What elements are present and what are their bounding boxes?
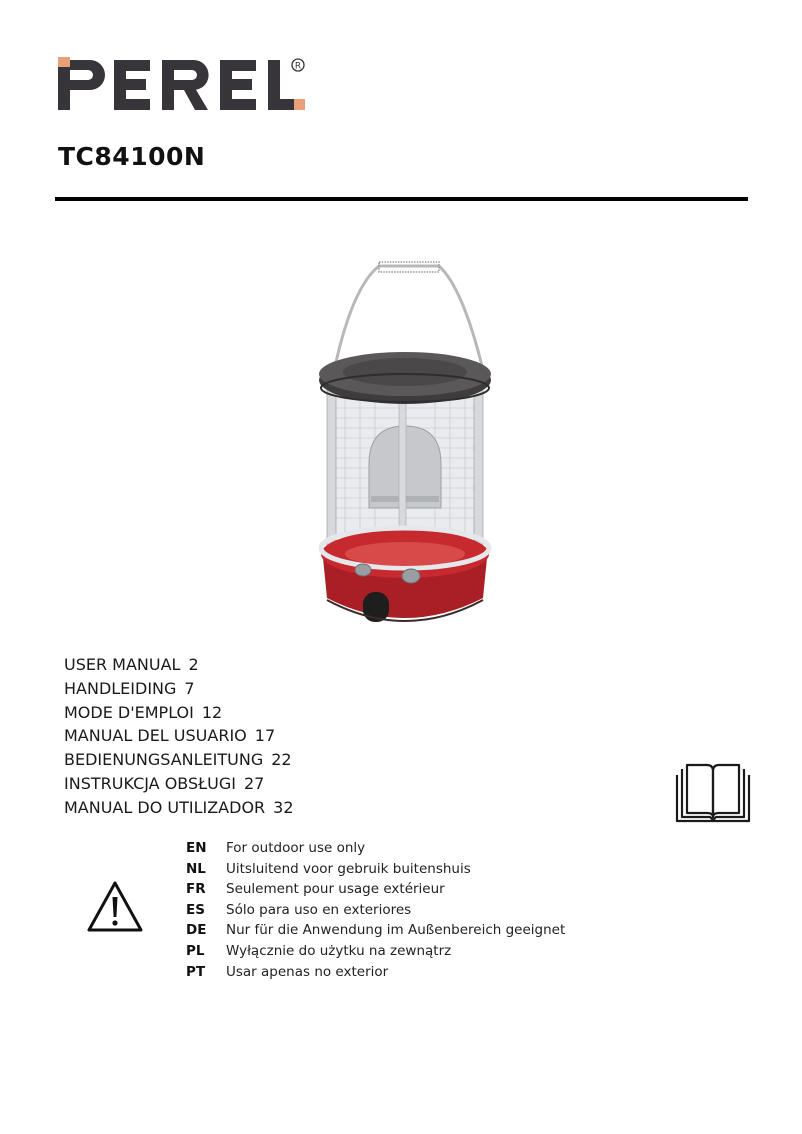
warning-row-nl: NL Uitsluitend voor gebruik buitenshuis <box>186 860 471 877</box>
manual-row-nl: HANDLEIDING 7 <box>64 678 195 698</box>
manual-row-pl: INSTRUKCJA OBSŁUGI 27 <box>64 773 265 793</box>
manual-row-fr: MODE D'EMPLOI 12 <box>64 702 223 722</box>
outdoor-use-warnings <box>186 838 565 982</box>
warning-row-de: DE Nur für die Anwendung im Außenbereich geeignet <box>186 922 566 939</box>
manual-row-es: MANUAL DEL USUARIO 17 <box>64 726 276 746</box>
warning-row-pt: PT Usar apenas no exterior <box>186 963 389 980</box>
warning-row-es: ES Sólo para uso en exteriores <box>186 901 412 918</box>
open-book-icon <box>674 763 752 823</box>
manual-row-pt: MANUAL DO UTILIZADOR 32 <box>64 797 294 817</box>
manual-row-en: USER MANUAL 2 <box>64 655 199 674</box>
warning-row-pl: PL Wyłącznie do użytku na zewnątrz <box>186 942 452 959</box>
brand-logo <box>56 52 316 118</box>
header-divider <box>55 197 748 201</box>
manual-list <box>64 653 294 820</box>
warning-triangle-icon <box>86 880 144 934</box>
product-image <box>305 258 505 638</box>
svg-text:R: R <box>294 61 302 72</box>
model-number: TC84100N <box>58 142 206 171</box>
manual-row-de: BEDIENUNGSANLEITUNG 22 <box>64 750 292 770</box>
warning-row-en: EN For outdoor use only <box>186 840 366 856</box>
warning-row-fr: FR Seulement pour usage extérieur <box>186 881 445 898</box>
